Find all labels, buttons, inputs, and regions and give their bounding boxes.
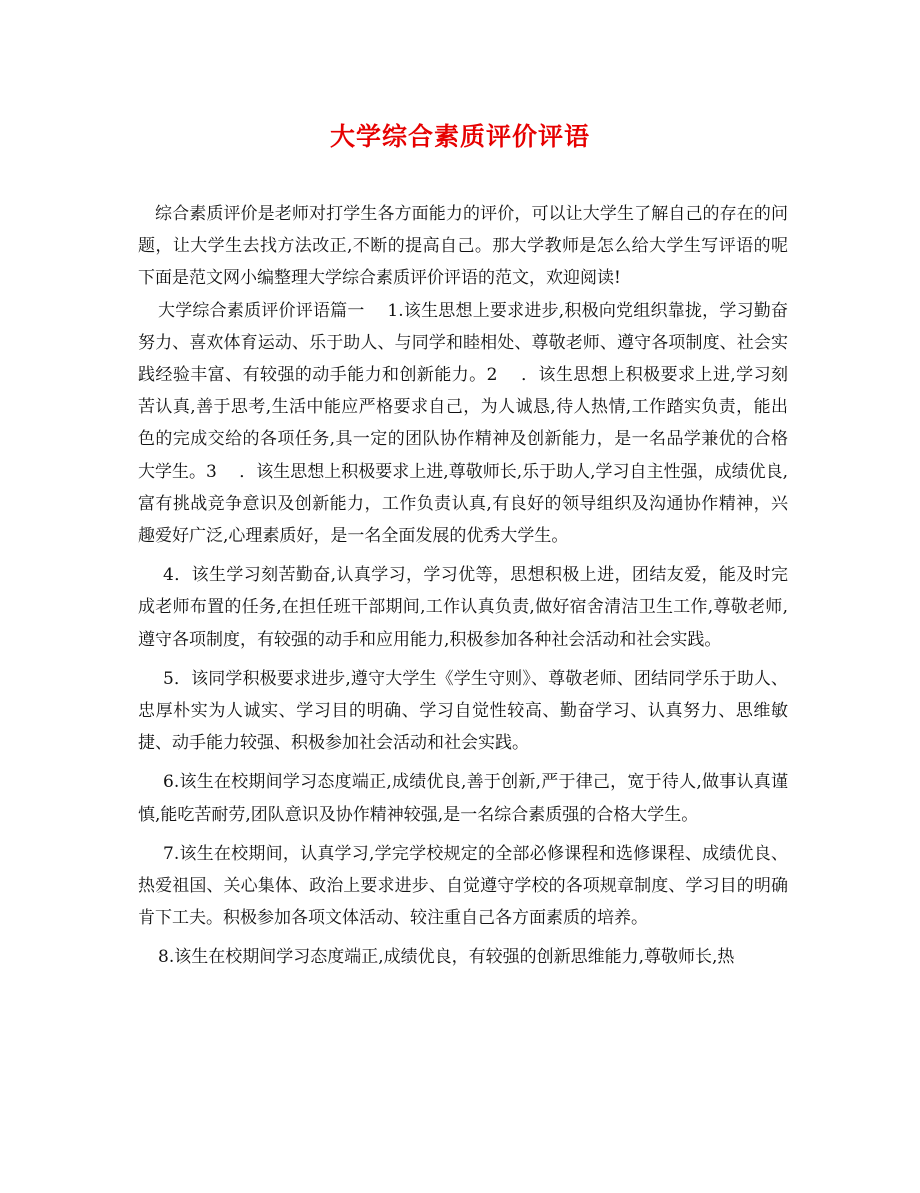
document-title: 大学综合素质评价评语 [329, 122, 590, 151]
document-body [138, 198, 788, 974]
comment-5-paragraph: 5．该同学积极要求进步,遵守大学生《学生守则》、尊敬老师、团结同学乐于助人、忠厚朴实为人诚实、学习目的明确、学习自觉性较高、勤奋学习、认真努力、思维敏捷、动手能力较强、积极参加社会活动和社会实践。 [138, 668, 788, 754]
comment-7-paragraph: 7.该生在校期间，认真学习,学完学校规定的全部必修课程和选修课程、成绩优良、热爱祖国、关心集体、政治上要求进步、自觉遵守学校的各项规章制度、学习目的明确肯下工夫。积极参加各项文体活动、较注重自己各方面素质的培养。 [138, 843, 788, 929]
comment-6-paragraph: 6.该生在校期间学习态度端正,成绩优良,善于创新,严于律己，宽于待人,做事认真谨慎,能吃苦耐劳,团队意识及协作精神较强,是一名综合素质强的合格大学生。 [138, 772, 788, 825]
comment-8-paragraph: 8.该生在校期间学习态度端正,成绩优良，有较强的创新思维能力,尊敬师长,热 [158, 947, 735, 968]
comment-4-paragraph: 4．该生学习刻苦勤奋,认真学习，学习优等，思想积极上进，团结友爱，能及时完成老师布置的任务,在担任班干部期间,工作认真负责,做好宿舍清洁卫生工作,尊敬老师,遵守各项制度，有较强的动手和应用能力,积极参加各种社会活动和社会实践。 [138, 565, 788, 650]
intro-paragraph: 综合素质评价是老师对打学生各方面能力的评价，可以让大学生了解自己的存在的问题，让大学生去找方法改正,不断的提高自己。那大学教师是怎么给大学生写评语的呢下面是范文网小编整理大学综合素质评价评语的范文，欢迎阅读! [138, 204, 788, 289]
section-one-paragraph: 大学综合素质评价评语篇一 1.该生思想上要求进步,积极向党组织靠拢，学习勤奋努力、喜欢体育运动、乐于助人、与同学和睦相处、尊敬老师、遵守各项制度、社会实践经验丰富、有较强的动手能力和创新能力。2 ．该生思想上积极要求上进,学习刻苦认真,善于思考,生活中能应严格要求自己，为人诚恳,待人热情,工作踏实负责，能出色的完成交给的各项任务,具一定的团队协作精神及创新能力，是一名品学兼优的合格大学生。3 ．该生思想上积极要求上进,尊敬师长,乐于助人,学习自主性强，成绩优良,富有挑战竞争意识及创新能力，工作负责认真,有良好的领导组织及沟通协作精神，兴趣爱好广泛,心理素质好，是一名全面发展的优秀大学生。 [138, 300, 788, 547]
